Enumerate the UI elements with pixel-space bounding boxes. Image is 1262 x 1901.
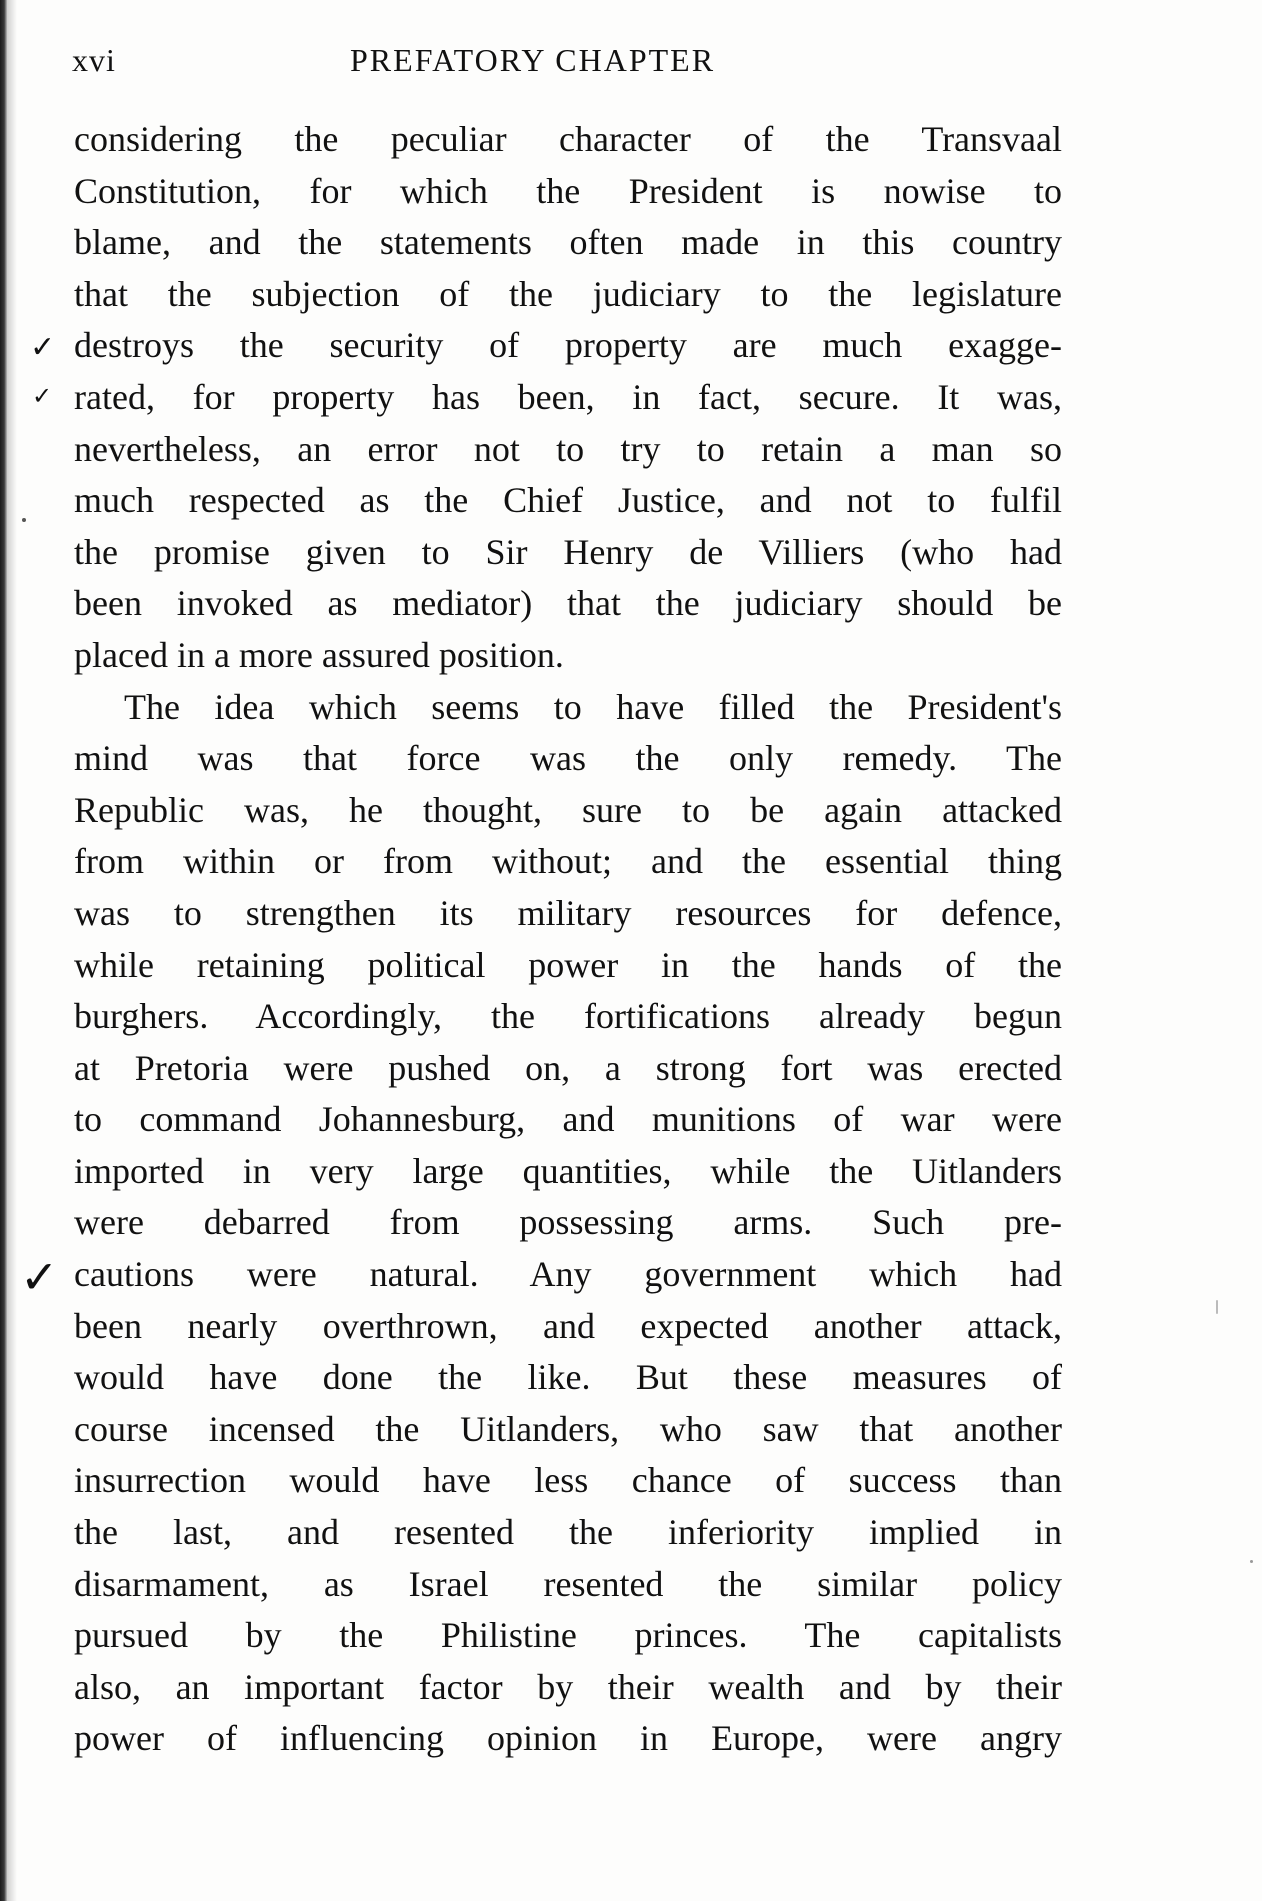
- text-line: Constitution, for which the President is nowise to: [74, 170, 1062, 211]
- text-line: to command Johannesburg, and munitions of war were: [74, 1099, 1062, 1140]
- page-speck: [1216, 1300, 1218, 1314]
- text-line: the last, and resented the inferiority implied in: [74, 1512, 1062, 1553]
- text-line: imported in very large quantities, while the Uitlanders: [74, 1150, 1062, 1191]
- page-header: [72, 36, 1062, 84]
- page-speck: [1250, 1560, 1253, 1563]
- text-line: pursued by the Philistine princes. The capitalists: [74, 1615, 1062, 1656]
- text-line: from within or from without; and the essential thing: [74, 841, 1062, 882]
- margin-check-mark-icon: ✓: [20, 1250, 59, 1304]
- text-line: that the subjection of the judiciary to the legislature: [74, 273, 1062, 314]
- text-line: blame, and the statements often made in this country: [74, 222, 1062, 263]
- paragraph-first-line: The idea which seems to have filled the President's: [124, 686, 1062, 727]
- text-line: the promise given to Sir Henry de Villiers (who had: [74, 531, 1062, 572]
- text-line: cautions were natural. Any government which had: [74, 1254, 1062, 1295]
- text-line: placed in a more assured position.: [74, 634, 564, 675]
- text-line: also, an important factor by their wealth and by their: [74, 1666, 1062, 1707]
- text-line: while retaining political power in the hands of the: [74, 944, 1062, 985]
- text-line: rated, for property has been, in fact, secure. It was,: [74, 376, 1062, 417]
- text-line: disarmament, as Israel resented the similar policy: [74, 1563, 1062, 1604]
- text-line: mind was that force was the only remedy. The: [74, 738, 1062, 779]
- page-speck: [22, 518, 26, 522]
- text-line: was to strengthen its military resources for defence,: [74, 892, 1062, 933]
- text-line: been nearly overthrown, and expected another attack,: [74, 1305, 1062, 1346]
- text-line: destroys the security of property are much exagge-: [74, 325, 1062, 366]
- text-line: would have done the like. But these measures of: [74, 1357, 1062, 1398]
- body-text: [74, 114, 1062, 1765]
- text-line: insurrection would have less chance of success than: [74, 1460, 1062, 1501]
- text-line: course incensed the Uitlanders, who saw that another: [74, 1408, 1062, 1449]
- text-line: at Pretoria were pushed on, a strong fort was erected: [74, 1047, 1062, 1088]
- text-line: Republic was, he thought, sure to be again attacked: [74, 789, 1062, 830]
- spine-shadow: [7, 0, 17, 1901]
- text-line: power of influencing opinion in Europe, were angry: [74, 1718, 1062, 1759]
- text-line: were debarred from possessing arms. Such pre-: [74, 1202, 1062, 1243]
- text-line: burghers. Accordingly, the fortifications already begun: [74, 996, 1062, 1037]
- text-line: been invoked as mediator) that the judiciary should be: [74, 583, 1062, 624]
- page-number: xvi: [72, 42, 116, 78]
- book-spine-edge: [0, 0, 7, 1901]
- text-line: considering the peculiar character of the Transvaal: [74, 119, 1062, 159]
- text-line: nevertheless, an error not to try to retain a man so: [74, 428, 1062, 469]
- margin-check-mark-icon: ✓: [32, 382, 53, 410]
- running-head: PREFATORY CHAPTER: [350, 42, 716, 78]
- margin-check-mark-icon: ✓: [30, 330, 56, 365]
- text-line: much respected as the Chief Justice, and not to fulfil: [74, 480, 1062, 521]
